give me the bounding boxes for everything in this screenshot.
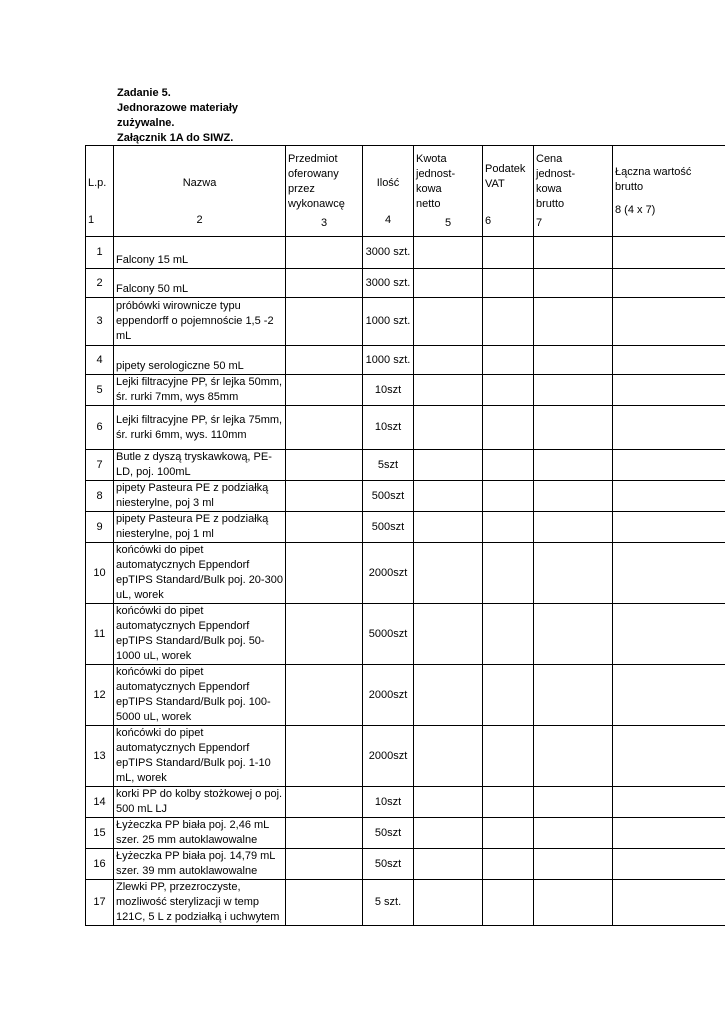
col-header-quantity: Ilość 4 [363, 146, 414, 237]
cell-name: Lejki filtracyjne PP, śr lejka 50mm, śr. rurki 7mm, wys 85mm [114, 375, 286, 406]
cell-net-unit-amount [414, 269, 483, 298]
cell-vat [483, 543, 534, 604]
table-row [86, 481, 725, 512]
cell-name: Zlewki PP, przezroczyste, mozliwość sterylizacji w temp 121C, 5 L z podziałką i uchwytem [114, 880, 286, 926]
table-row [86, 880, 725, 926]
cell-offered-item [286, 543, 363, 604]
cell-name: korki PP do kolby stożkowej o poj. 500 mL LJ [114, 787, 286, 818]
table-body [86, 237, 725, 926]
cell-name: Lejki filtracyjne PP, śr lejka 75mm, śr. rurki 6mm, wys. 110mm [114, 406, 286, 450]
cell-lp: 9 [86, 512, 114, 543]
cell-name: końcówki do pipet automatycznych Eppendorf epTIPS Standard/Bulk poj. 1-10 mL, worek [114, 726, 286, 787]
heading-line-task: Zadanie 5. [117, 87, 171, 99]
cell-offered-item [286, 726, 363, 787]
cell-total-gross [613, 604, 725, 665]
cell-total-gross [613, 849, 725, 880]
cell-lp: 7 [86, 450, 114, 481]
cell-name: próbówki wirownicze typu eppendorff o pojemnoście 1,5 -2 mL [114, 298, 286, 346]
table-row [86, 665, 725, 726]
cell-offered-item [286, 375, 363, 406]
cell-gross-unit-price [534, 604, 613, 665]
col-header-total-gross: Łączna wartość brutto 8 (4 x 7) [613, 146, 725, 237]
cell-lp: 17 [86, 880, 114, 926]
cell-offered-item [286, 818, 363, 849]
cell-lp: 14 [86, 787, 114, 818]
cell-gross-unit-price [534, 880, 613, 926]
cell-gross-unit-price [534, 787, 613, 818]
cell-lp: 5 [86, 375, 114, 406]
cell-net-unit-amount [414, 512, 483, 543]
cell-total-gross [613, 237, 725, 269]
cell-net-unit-amount [414, 818, 483, 849]
cell-offered-item [286, 298, 363, 346]
cell-net-unit-amount [414, 787, 483, 818]
cell-net-unit-amount [414, 375, 483, 406]
cell-net-unit-amount [414, 298, 483, 346]
cell-net-unit-amount [414, 406, 483, 450]
cell-net-unit-amount [414, 450, 483, 481]
cell-name: końcówki do pipet automatycznych Eppendorf epTIPS Standard/Bulk poj. 20-300 uL, worek [114, 543, 286, 604]
cell-offered-item [286, 512, 363, 543]
cell-gross-unit-price [534, 818, 613, 849]
cell-quantity: 10szt [363, 787, 414, 818]
cell-name: końcówki do pipet automatycznych Eppendorf epTIPS Standard/Bulk poj. 100-5000 uL, worek [114, 665, 286, 726]
cell-vat [483, 818, 534, 849]
cell-lp: 2 [86, 269, 114, 298]
cell-quantity: 500szt [363, 481, 414, 512]
cell-total-gross [613, 375, 725, 406]
cell-net-unit-amount [414, 849, 483, 880]
cell-vat [483, 787, 534, 818]
cell-gross-unit-price [534, 269, 613, 298]
cell-lp: 6 [86, 406, 114, 450]
cell-name: pipety Pasteura PE z podziałką niesterylne, poj 1 ml [114, 512, 286, 543]
cell-vat [483, 269, 534, 298]
cell-lp: 11 [86, 604, 114, 665]
cell-net-unit-amount [414, 604, 483, 665]
cell-vat [483, 298, 534, 346]
cell-gross-unit-price [534, 543, 613, 604]
cell-total-gross [613, 269, 725, 298]
cell-quantity: 1000 szt. [363, 298, 414, 346]
cell-quantity: 10szt [363, 375, 414, 406]
heading-line-title: Jednorazowe materiały [117, 102, 239, 114]
cell-vat [483, 450, 534, 481]
cell-vat [483, 375, 534, 406]
table-row [86, 604, 725, 665]
cell-total-gross [613, 543, 725, 604]
cell-offered-item [286, 269, 363, 298]
table-row [86, 406, 725, 450]
table-row [86, 298, 725, 346]
cell-net-unit-amount [414, 665, 483, 726]
cell-vat [483, 849, 534, 880]
cell-vat [483, 665, 534, 726]
cell-offered-item [286, 604, 363, 665]
table-header-row [86, 146, 725, 237]
cell-offered-item [286, 787, 363, 818]
cell-lp: 13 [86, 726, 114, 787]
cell-offered-item [286, 665, 363, 726]
table-row [86, 269, 725, 298]
cell-quantity: 2000szt [363, 726, 414, 787]
cell-gross-unit-price [534, 406, 613, 450]
cell-total-gross [613, 298, 725, 346]
col-header-gross-unit-price: Cena jednost- kowa brutto 7 [534, 146, 613, 237]
cell-total-gross [613, 818, 725, 849]
col-header-offered-item: Przedmiot oferowany przez wykonawcę 3 [286, 146, 363, 237]
table-row [86, 346, 725, 375]
cell-vat [483, 346, 534, 375]
cell-quantity: 1000 szt. [363, 346, 414, 375]
table-row [86, 375, 725, 406]
cell-name: Falcony 15 mL [114, 237, 286, 269]
col-header-net-unit-amount: Kwota jednost- kowa netto 5 [414, 146, 483, 237]
cell-name: pipety Pasteura PE z podziałką niesterylne, poj 3 ml [114, 481, 286, 512]
cell-quantity: 5szt [363, 450, 414, 481]
cell-total-gross [613, 726, 725, 787]
cell-name: Łyżeczka PP biała poj. 2,46 mL szer. 25 mm autoklawowalne [114, 818, 286, 849]
col-header-lp: L.p. 1 [86, 146, 114, 237]
cell-offered-item [286, 237, 363, 269]
cell-net-unit-amount [414, 346, 483, 375]
cell-net-unit-amount [414, 481, 483, 512]
cell-total-gross [613, 880, 725, 926]
cell-quantity: 5 szt. [363, 880, 414, 926]
cell-net-unit-amount [414, 726, 483, 787]
cell-name: Butle z dyszą tryskawkową, PE-LD, poj. 100mL [114, 450, 286, 481]
cell-quantity: 2000szt [363, 543, 414, 604]
cell-total-gross [613, 665, 725, 726]
cell-offered-item [286, 481, 363, 512]
cell-gross-unit-price [534, 237, 613, 269]
cell-name: Łyżeczka PP biała poj. 14,79 mL szer. 39 mm autoklawowalne [114, 849, 286, 880]
cell-offered-item [286, 450, 363, 481]
table-row [86, 726, 725, 787]
cell-quantity: 500szt [363, 512, 414, 543]
heading-line-attachment: Załącznik 1A do SIWZ. [117, 132, 234, 144]
document-heading [117, 86, 267, 146]
table-row [86, 543, 725, 604]
table-row [86, 818, 725, 849]
cell-net-unit-amount [414, 543, 483, 604]
table-row [86, 450, 725, 481]
cell-lp: 8 [86, 481, 114, 512]
cell-name: Falcony 50 mL [114, 269, 286, 298]
pricing-table [85, 145, 725, 926]
cell-gross-unit-price [534, 298, 613, 346]
cell-vat [483, 604, 534, 665]
cell-lp: 3 [86, 298, 114, 346]
table-row [86, 849, 725, 880]
cell-total-gross [613, 346, 725, 375]
cell-total-gross [613, 512, 725, 543]
cell-total-gross [613, 450, 725, 481]
cell-offered-item [286, 849, 363, 880]
cell-gross-unit-price [534, 512, 613, 543]
cell-vat [483, 237, 534, 269]
cell-quantity: 3000 szt. [363, 237, 414, 269]
cell-lp: 1 [86, 237, 114, 269]
cell-gross-unit-price [534, 375, 613, 406]
cell-vat [483, 726, 534, 787]
cell-offered-item [286, 346, 363, 375]
cell-total-gross [613, 787, 725, 818]
cell-quantity: 2000szt [363, 665, 414, 726]
cell-offered-item [286, 406, 363, 450]
cell-vat [483, 481, 534, 512]
cell-lp: 12 [86, 665, 114, 726]
cell-net-unit-amount [414, 880, 483, 926]
cell-offered-item [286, 880, 363, 926]
cell-quantity: 5000szt [363, 604, 414, 665]
col-header-vat: Podatek VAT 6 [483, 146, 534, 237]
cell-lp: 16 [86, 849, 114, 880]
cell-total-gross [613, 481, 725, 512]
table-row [86, 512, 725, 543]
table-row [86, 237, 725, 269]
cell-vat [483, 880, 534, 926]
cell-gross-unit-price [534, 665, 613, 726]
cell-quantity: 3000 szt. [363, 269, 414, 298]
cell-total-gross [613, 406, 725, 450]
cell-net-unit-amount [414, 237, 483, 269]
cell-lp: 15 [86, 818, 114, 849]
cell-vat [483, 406, 534, 450]
cell-name: pipety serologiczne 50 mL [114, 346, 286, 375]
table-row [86, 787, 725, 818]
cell-gross-unit-price [534, 849, 613, 880]
cell-name: końcówki do pipet automatycznych Eppendorf epTIPS Standard/Bulk poj. 50-1000 uL, worek [114, 604, 286, 665]
cell-quantity: 50szt [363, 818, 414, 849]
cell-quantity: 50szt [363, 849, 414, 880]
cell-lp: 4 [86, 346, 114, 375]
col-header-name: Nazwa 2 [114, 146, 286, 237]
cell-gross-unit-price [534, 726, 613, 787]
cell-gross-unit-price [534, 346, 613, 375]
cell-lp: 10 [86, 543, 114, 604]
cell-quantity: 10szt [363, 406, 414, 450]
heading-line-title-cont: zużywalne. [117, 117, 175, 129]
cell-gross-unit-price [534, 481, 613, 512]
cell-gross-unit-price [534, 450, 613, 481]
cell-vat [483, 512, 534, 543]
